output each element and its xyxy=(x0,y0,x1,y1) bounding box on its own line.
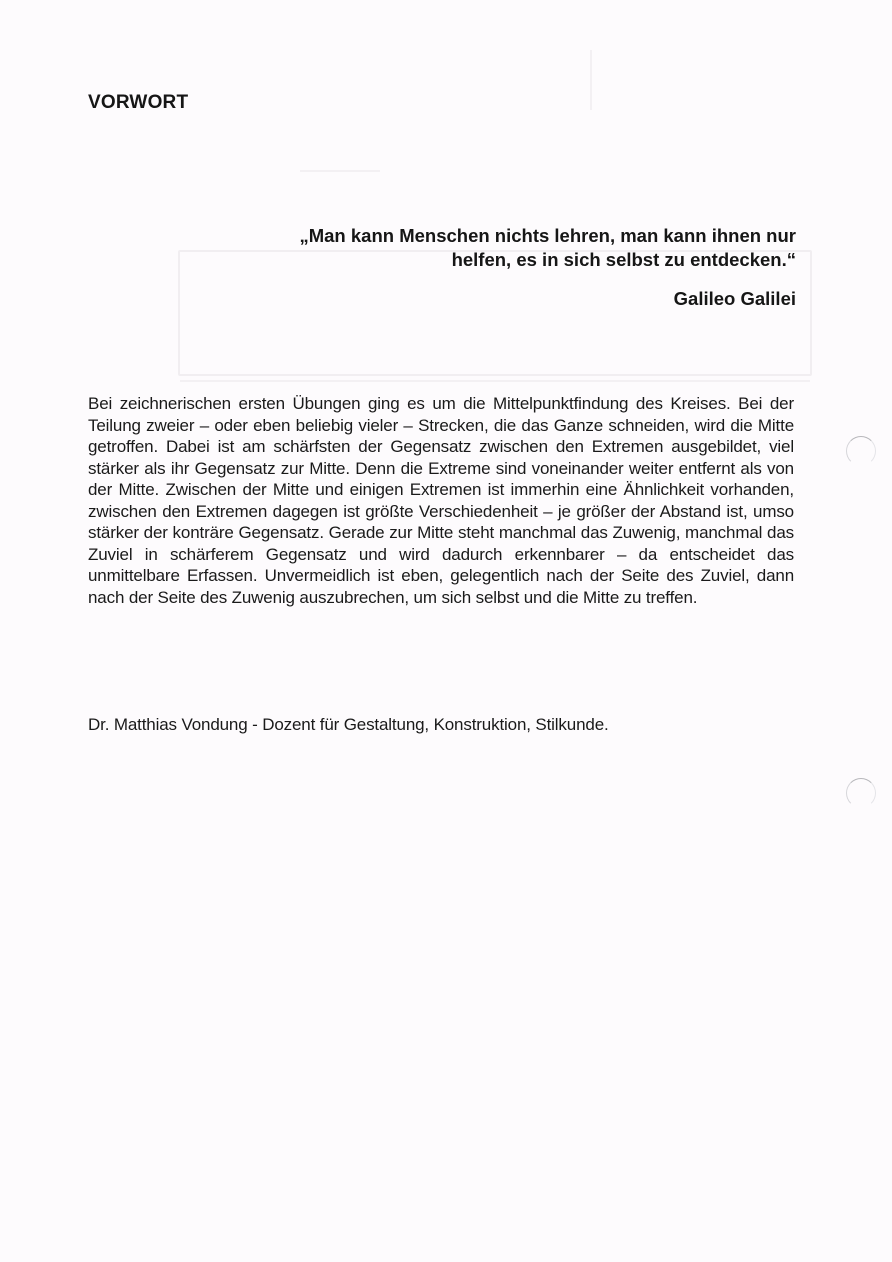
show-through-line xyxy=(590,50,592,110)
epigraph-quote: „Man kann Menschen nichts lehren, man kann ihnen nur helfen, es in sich selbst zu entdecken.“ xyxy=(299,225,796,270)
punch-hole-icon xyxy=(846,436,876,466)
foreword-paragraph: Bei zeichnerischen ersten Übungen ging es um die Mittelpunktfindung des Kreises. Bei der Teilung zweier – oder eben beliebig vieler – Strecken, die das Ganze schneiden, wird die Mitte getroffen. Dabei ist am schärfsten der Gegensatz zwischen den Extremen ausgebildet, viel stärker als ihr Gegensatz zur Mitte. Denn die Extreme sind voneinander weiter entfernt als von der Mitte. Zwischen der Mitte und einigen Extremen ist immerhin eine Ähnlichkeit vorhanden, zwischen den Extremen dagegen ist größte Verschiedenheit – je größer der Abstand ist, umso stärker der konträre Gegensatz. Gerade zur Mitte steht manchmal das Zuwenig, manchmal das Zuviel in schärferem Gegensatz und wird dadurch erkennbarer – da entscheidet das unmittelbare Erfassen. Unvermeidlich ist eben, gelegentlich nach der Seite des Zuviel, dann nach der Seite des Zuwenig auszubrechen, um sich selbst und die Mitte zu treffen. xyxy=(88,394,794,607)
punch-hole-icon xyxy=(846,778,876,808)
show-through-line xyxy=(180,380,810,382)
page-heading: VORWORT xyxy=(88,92,189,113)
show-through-line xyxy=(300,170,380,172)
epigraph-author: Galileo Galilei xyxy=(673,288,796,309)
author-signature: Dr. Matthias Vondung - Dozent für Gestaltung, Konstruktion, Stilkunde. xyxy=(88,715,609,734)
